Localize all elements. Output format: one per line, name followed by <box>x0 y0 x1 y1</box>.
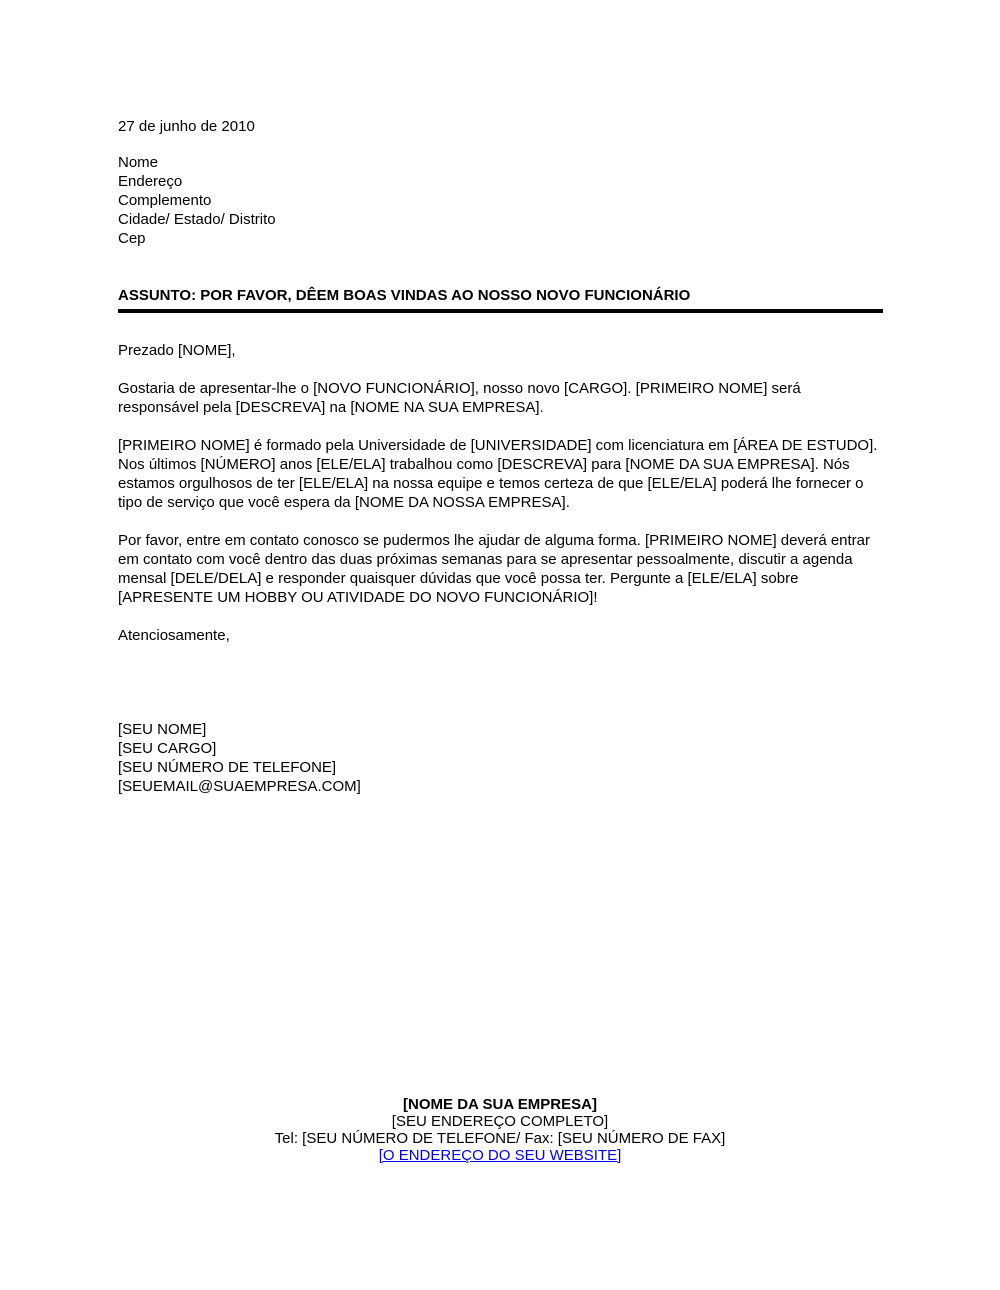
sender-title: [SEU CARGO] <box>118 740 217 757</box>
recipient-city-state-district: Cidade/ Estado/ Distrito <box>118 211 276 228</box>
footer-company-name: [NOME DA SUA EMPRESA] <box>403 1096 597 1113</box>
letter-body <box>118 117 883 796</box>
footer-tel-fax: Tel: [SEU NÚMERO DE TELEFONE/ Fax: [SEU NÚMERO DE FAX] <box>274 1130 726 1147</box>
signature-block <box>118 720 883 796</box>
subject-divider-rule <box>118 309 883 313</box>
footer-address: [SEU ENDEREÇO COMPLETO] <box>391 1113 609 1130</box>
letter-footer <box>0 1096 1000 1164</box>
sender-email: [SEUEMAIL@SUAEMPRESA.COM] <box>118 778 361 795</box>
closing: Atenciosamente, <box>118 627 230 644</box>
recipient-zip: Cep <box>118 230 146 247</box>
sender-phone: [SEU NÚMERO DE TELEFONE] <box>118 759 337 776</box>
footer-website-link[interactable]: [O ENDEREÇO DO SEU WEBSITE] <box>378 1147 622 1164</box>
subject-heading: ASSUNTO: POR FAVOR, DÊEM BOAS VINDAS AO NOSSO NOVO FUNCIONÁRIO <box>118 287 691 304</box>
sender-name: [SEU NOME] <box>118 721 207 738</box>
paragraph-contact-info: Por favor, entre em contato conosco se pudermos lhe ajudar de alguma forma. [PRIMEIRO NOME] deverá entrar em contato com você dentro das duas próximas semanas para se apresentar pessoalmente, discutir a agenda mensal [DELE/DELA] e responder quaisquer dúvidas que você possa ter. Pergunte a [ELE/ELA] sobre [APRESENTE UM HOBBY OU ATIVIDADE DO NOVO FUNCIONÁRIO]! <box>118 532 871 606</box>
recipient-complement: Complemento <box>118 192 212 209</box>
paragraph-background: [PRIMEIRO NOME] é formado pela Universidade de [UNIVERSIDADE] com licenciatura em [ÁREA DE ESTUDO]. Nos últimos [NÚMERO] anos [ELE/ELA] trabalhou como [DESCREVA] para [NOME DA SUA EMPRESA]. Nós estamos orgulhosos de ter [ELE/ELA] na nossa equipe e temos certeza de que [ELE/ELA] poderá lhe fornecer o tipo de serviço que você espera da [NOME DA NOSSA EMPRESA]. <box>118 437 878 511</box>
recipient-street: Endereço <box>118 173 183 190</box>
paragraph-introduction: Gostaria de apresentar-lhe o [NOVO FUNCIONÁRIO], nosso novo [CARGO]. [PRIMEIRO NOME] será responsável pela [DESCREVA] na [NOME NA SUA EMPRESA]. <box>118 380 801 416</box>
recipient-address-block <box>118 153 883 248</box>
date: 27 de junho de 2010 <box>118 118 255 135</box>
salutation: Prezado [NOME], <box>118 342 236 359</box>
recipient-name: Nome <box>118 154 159 171</box>
